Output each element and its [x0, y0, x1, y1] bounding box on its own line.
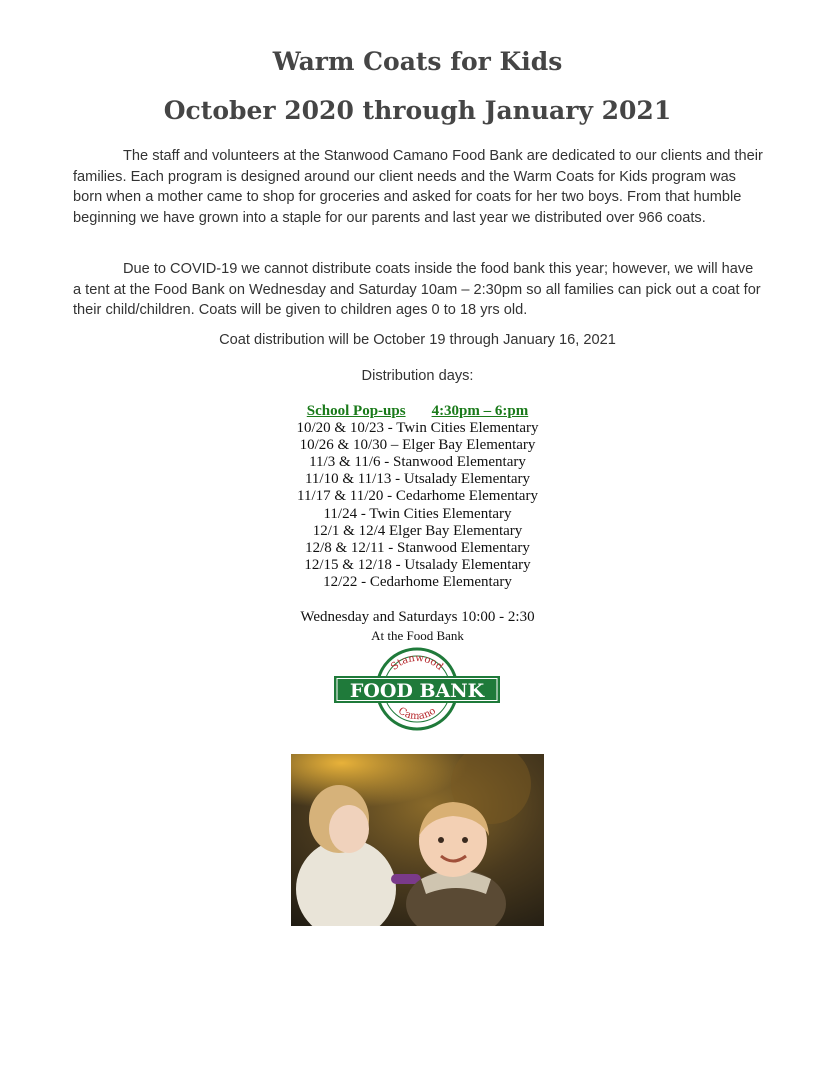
school-popups-time: 4:30pm – 6:pm — [431, 403, 529, 419]
schedule-item: 12/22 - Cedarhome Elementary — [323, 573, 512, 590]
logo-bottom-arc-text: Camano — [396, 705, 438, 723]
schedule-item: 12/15 & 12/18 - Utsalady Elementary — [304, 556, 531, 573]
weekly-hours: Wednesday and Saturdays 10:00 - 2:30 — [300, 609, 535, 625]
food-bank-logo — [333, 646, 501, 732]
boy-eye-right — [462, 837, 468, 843]
coat-distribution-dates: Coat distribution will be October 19 through January 16, 2021 — [219, 332, 616, 348]
schedule-item: 12/8 & 12/11 - Stanwood Elementary — [305, 539, 530, 556]
logo-main-text: FOOD BANK — [349, 680, 485, 702]
schedule-item: 11/24 - Twin Cities Elementary — [323, 505, 512, 522]
intro-paragraph — [73, 146, 763, 228]
girl-face — [329, 805, 369, 853]
covid-paragraph-text: Due to COVID-19 we cannot distribute coats inside the food bank this year; however, we will have a tent at the Food Bank on Wednesday and Saturday 10am – 2:30pm so all families can pick out a coat for their child/children. Coats will be given to children ages 0 to 18 yrs old. — [73, 261, 761, 318]
school-popups-heading — [0, 403, 835, 420]
schedule-item: 10/26 & 10/30 – Elger Bay Elementary — [299, 437, 536, 454]
page-subtitle: October 2020 through January 2021 — [163, 96, 672, 125]
page-title: Warm Coats for Kids — [272, 47, 563, 76]
school-popups-schedule — [0, 403, 835, 591]
girl-sleeve-cuff — [391, 874, 421, 884]
school-popups-label: School Pop-ups — [306, 403, 406, 419]
covid-paragraph — [73, 259, 763, 321]
boy-eye-left — [438, 837, 444, 843]
logo-top-arc-text: Stanwood — [389, 652, 445, 673]
distribution-days-label: Distribution days: — [361, 368, 474, 384]
schedule-item: 10/20 & 10/23 - Twin Cities Elementary — [296, 420, 539, 437]
children-photo — [291, 754, 544, 926]
intro-paragraph-text: The staff and volunteers at the Stanwood Camano Food Bank are dedicated to our clients and their families. Each program is designed around our client needs and the Warm Coats for Kids program was born when a mother came to shop for groceries and asked for coats for her two boys. From that humble beginning we have grown into a staple for our parents and last year we distributed over 966 coats. — [73, 148, 763, 226]
schedule-item: 11/10 & 11/13 - Utsalady Elementary — [304, 471, 531, 488]
schedule-item: 11/17 & 11/20 - Cedarhome Elementary — [297, 488, 538, 505]
weekly-location: At the Food Bank — [371, 628, 464, 643]
schedule-item: 12/1 & 12/4 Elger Bay Elementary — [312, 522, 523, 539]
schedule-item: 11/3 & 11/6 - Stanwood Elementary — [309, 454, 526, 471]
